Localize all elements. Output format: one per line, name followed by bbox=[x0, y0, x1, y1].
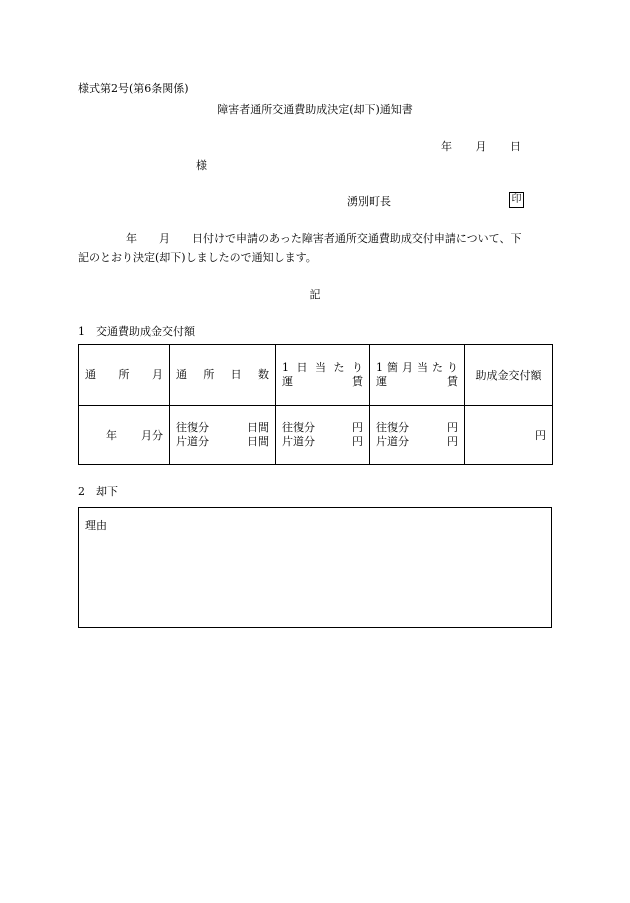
cell-days: 往復分 日間 片道分 日間 bbox=[170, 406, 276, 465]
header-monthly-fare: 1 箇 月 当 た り 運 賃 bbox=[370, 345, 465, 406]
header-attendance-days: 通 所 日 数 bbox=[170, 345, 276, 406]
cell-month: 年 月分 bbox=[79, 406, 170, 465]
body-text-1: 日付けで申請のあった障害者通所交通費助成交付申請について、下 bbox=[192, 232, 522, 245]
cell-daily-fare: 往復分 円 片道分 円 bbox=[276, 406, 370, 465]
seal-mark bbox=[509, 192, 524, 208]
form-number: 様式第2号(第6条関係) bbox=[78, 82, 189, 95]
ki-heading: 記 bbox=[309, 288, 321, 301]
body-line-2: 記のとおり決定(却下)しましたので通知します。 bbox=[78, 251, 317, 264]
date-line bbox=[441, 138, 521, 154]
document-title: 障害者通所交通費助成決定(却下)通知書 bbox=[217, 103, 413, 116]
reason-label: 理由 bbox=[85, 519, 107, 532]
section-1-heading: 1 交通費助成金交付額 bbox=[78, 325, 195, 338]
header-attendance-month: 通 所 月 bbox=[79, 345, 170, 406]
table-header-row bbox=[79, 345, 553, 406]
subsidy-table bbox=[78, 344, 553, 465]
addressee-suffix: 様 bbox=[196, 159, 207, 172]
header-daily-fare: 1 日 当 た り 運 賃 bbox=[276, 345, 370, 406]
cell-subsidy-amount: 円 bbox=[465, 406, 553, 465]
reason-box bbox=[78, 507, 552, 628]
section-2-heading: 2 却下 bbox=[78, 485, 118, 498]
date-day: 日 bbox=[510, 140, 521, 153]
date-month: 月 bbox=[475, 140, 487, 153]
header-subsidy-amount: 助成金交付額 bbox=[465, 345, 553, 406]
issuer-name: 湧別町長 bbox=[347, 195, 391, 208]
cell-monthly-fare: 往復分 円 片道分 円 bbox=[370, 406, 465, 465]
body-month: 月 bbox=[159, 232, 170, 245]
body-line-1 bbox=[126, 230, 521, 246]
date-year: 年 bbox=[441, 140, 452, 153]
body-year: 年 bbox=[126, 232, 137, 245]
table-row bbox=[79, 406, 553, 465]
seal-label: 印 bbox=[509, 192, 524, 208]
